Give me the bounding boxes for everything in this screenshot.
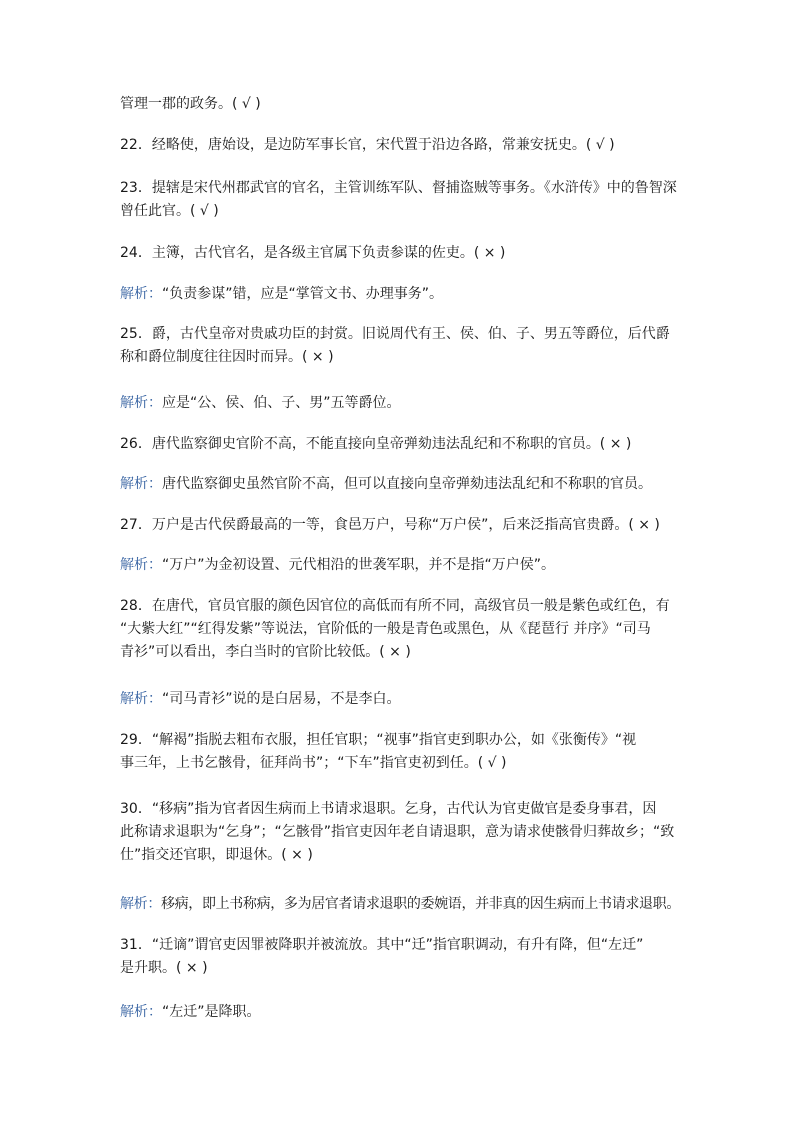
analysis-27	[120, 554, 680, 577]
analysis-30	[120, 893, 680, 916]
question-28	[120, 595, 680, 664]
analysis-24	[120, 283, 680, 306]
text-line: 是升职。( × )	[120, 960, 208, 976]
text-line: 22．经略使，唐始设，是边防军事长官，宋代置于沿边各路，常兼安抚史。( √ )	[120, 137, 615, 153]
text-line: 23．提辖是宋代州郡武官的官名，主管训练军队、督捕盗贼等事务。《水浒传》中的鲁智深	[120, 180, 677, 196]
text-line: 事三年，上书乞骸骨，征拜尚书”；“下车”指官吏初到任。( √ )	[120, 755, 507, 771]
text-line: 青衫”可以看出，李白当时的官阶比较低。( × )	[120, 644, 411, 660]
question-24	[120, 242, 680, 265]
text-line: 仕”指交还官职，即退休。( × )	[120, 847, 313, 863]
text-line: 管理一郡的政务。( √ )	[120, 96, 261, 112]
paragraph-continuation	[120, 93, 680, 116]
text-line: 31．“迁谪”谓官吏因罪被降职并被流放。其中“迁”指官职调动，有升有降，但“左迁”	[120, 937, 644, 953]
text-line: 30．“移病”指为官者因生病而上书请求退职。乞身，古代认为官吏做官是委身事君，因	[120, 801, 657, 817]
analysis-text: 移病，即上书称病，多为居官者请求退职的委婉语，并非真的因生病而上书请求退职。	[160, 896, 681, 912]
question-22	[120, 134, 680, 157]
text-line: 称和爵位制度往往因时而异。( × )	[120, 349, 334, 365]
text-line: 曾任此官。( √ )	[120, 203, 219, 219]
analysis-label: 解析：	[120, 691, 162, 707]
analysis-text: “左迁”是降职。	[162, 1004, 261, 1020]
question-27	[120, 514, 680, 537]
analysis-label: 解析：	[120, 896, 161, 912]
question-26	[120, 433, 680, 456]
analysis-label: 解析：	[120, 395, 162, 411]
question-31	[120, 934, 680, 980]
analysis-text: “负责参谋”错，应是“掌管文书、办理事务”。	[162, 286, 444, 302]
analysis-text: “司马青衫”说的是白居易，不是李白。	[162, 691, 401, 707]
text-line: 25．爵，古代皇帝对贵戚功臣的封赏。旧说周代有王、侯、伯、子、男五等爵位，后代爵	[120, 326, 670, 342]
text-line: 此称请求退职为“乞身”；“乞骸骨”指官吏因年老自请退职，意为请求使骸骨归葬故乡；“致	[120, 824, 675, 840]
analysis-28	[120, 688, 680, 711]
analysis-26	[120, 473, 680, 496]
text-line: 27．万户是古代侯爵最高的一等，食邑万户，号称“万户侯”，后来泛指高官贵爵。( × )	[120, 517, 660, 533]
text-line: 28．在唐代，官员官服的颜色因官位的高低而有所不同，高级官员一般是紫色或红色，有	[120, 598, 670, 614]
analysis-label: 解析：	[120, 1004, 162, 1020]
analysis-label: 解析：	[120, 476, 162, 492]
analysis-label: 解析：	[120, 286, 162, 302]
question-29	[120, 729, 680, 775]
question-30	[120, 798, 680, 867]
text-line: 24．主簿，古代官名，是各级主官属下负责参谋的佐吏。( × )	[120, 245, 506, 261]
question-23	[120, 177, 680, 223]
question-25	[120, 323, 680, 369]
analysis-25	[120, 392, 680, 415]
analysis-text: 唐代监察御史虽然官阶不高，但可以直接向皇帝弹劾违法乱纪和不称职的官员。	[162, 476, 652, 492]
text-line: 26．唐代监察御史官阶不高，不能直接向皇帝弹劾违法乱纪和不称职的官员。( × )	[120, 436, 632, 452]
analysis-label: 解析：	[120, 557, 162, 573]
text-line: 29．“解褐”指脱去粗布衣服，担任官职；“视事”指官吏到职办公，如《张衡传》“视	[120, 732, 637, 748]
text-line: “大紫大红”“红得发紫”等说法，官阶低的一般是青色或黑色，从《琵琶行 并序》“司马	[120, 621, 651, 637]
analysis-text: 应是“公、侯、伯、子、男”五等爵位。	[162, 395, 401, 411]
analysis-text: “万户”为金初设置、元代相沿的世袭军职，并不是指“万户侯”。	[162, 557, 556, 573]
analysis-31	[120, 1001, 680, 1024]
